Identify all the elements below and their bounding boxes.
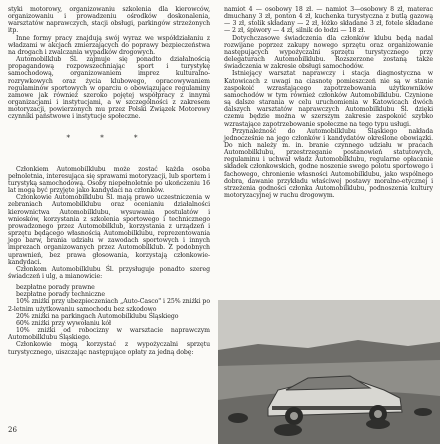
benefit-item: bezpłatne porady prawne (16, 284, 95, 292)
left-paragraph-2: Inne formy pracy znajdują swój wyraz we współdziałaniu z władzami w akcjach zmierzających do poprawy bezpieczeństwa na drogach i zwalczania wypadków drogowych. (8, 34, 210, 56)
left-paragraph-1: styki motorowy, organizowaniu szkolenia dla kierowców, organizowaniu i prowadzeniu ośrodków doskonalenia, warsztatów naprawczych, stacji obsługi, parkingów strzeżonych itp. (8, 6, 210, 35)
right-paragraph-3: Istniejący warsztat naprawczy i stacja diagnostyczna w Katowicach z uwagi na ciasnotę pomieszczeń nie są w stanie zaspokoić wzrastającego zapotrzebowania użytkowników samochodów w tym również członków Automobilklubu. Czynione są dalsze starania w celu uruchomienia w Katowicach dwóch dalszych warsztatów naprawczych Automobilklubu Śl. dzięki czemu będzie można w szerszym zakresie zaspokoić szybko wzrastające zapotrzebowanie społeczne na tego typu usługi. (224, 70, 433, 128)
benefit-item: bezpłatne porady techniczne (16, 291, 105, 299)
left-paragraph-3: Automobilklub Śl. zajmuje się ponadto działalnością propagandową rozpowszechniając sport i turystykę samochodową, organizowaniem imprez kulturalno-rozrywkowych oraz życia klubowego, opracowywaniem regulaminów sportowych w oparciu o obowiązujące regulaminy zamowe jak również szeroko pojętej współpracy z innymi organizacjami i instytucjami, a w szczególności z zakresem motoryzacji, powierzonych mu przez Polski Związek Motorowy czynniki państwowe i instytucje społeczne. (8, 56, 210, 121)
benefit-item: 10% zniżki od robocizny w warsztacie naprawczym Automobilklubu Śląskiego. (8, 327, 210, 342)
right-paragraph-1: namiot 4 — osobowy 18 zł. — namiot 3—osobowy 8 zł, materac dmuchany 3 zł, ponton 4 zł, kuchenka turystyczna z butlą gazową — 3 zł, stolik składany — 2 zł, łóżko składane 3 zł, fotele składane — 2 zł, śpiwory — 4 zł, silnik do łodzi — 18 zł. (224, 6, 433, 35)
car-photo-illustration (218, 300, 440, 444)
left-column (8, 6, 210, 356)
right-paragraph-2: Dotychczasowe świadczenia dla członków klubu będą nadal rozwijane poprzez zakupy nowego sprzętu oraz organizowanie następujących wypożyczalni sprzętu turystycznego przy delegaturach Automobilklubu. Rozszerzone zostaną także świadczenia w zakresie obsługi samochodów. (224, 34, 433, 71)
section-separator: * * * (66, 133, 152, 142)
benefit-item: 20% zniżki na parkingach Automobilklubu Śląskiego (16, 312, 179, 320)
right-paragraph-4: Przynależność do Automobilklubu Śląskiego nakłada jednocześnie na jego członków i kandydatów określone obowiązki. Do nich należy m. in. branie czynnego udziału w pracach Automobilklubu, przestrzeganie postanowień statutowych, regulaminu i uchwał władz Automobilklubu, regularne opłacanie składek członkowskich, godne noszenie swego polotu sportowego i fachowego, chronienie własności Automobilklubu, jako wspólnego dobra, dawanie przykładu właściwej postawy moralno-etycznej i strzeżenia godności członka Automobilklubu, podnoszenia kultury motoryzacyjnej w ruchu drogowym. (224, 127, 433, 200)
benefit-item: 60% zniżki przy wywołaniu kół (16, 319, 111, 327)
left-paragraph-4: Członkiem Automobilklubu może zostać każda osoba pełnoletnia, interesująca się sprawami motoryzacji, lub sportem i turystyką samochodową. Osoby niepełnoletnie po ukończeniu 16 lat mogą być przyjęte jako kandydaci na członków. (8, 165, 210, 195)
benefit-item: 10% zniżki przy ubezpieczeniach „Auto-Casco" i 25% zniżki po 2-letnim użytkowaniu samochodu bez szkodowo (8, 298, 210, 313)
left-paragraph-6: Członkom Automobilklubu Śl. przysługuje ponadto szereg świadczeń i ulg, a mianowicie: (8, 265, 210, 280)
car-photo-icon (218, 300, 440, 444)
right-column (224, 6, 433, 199)
page-number: 26 (8, 426, 17, 434)
left-paragraph-5: Członkowie Automobilklubu Śl. mają prawo uczestniczenia w zebraniach Automobilklubu oraz ocenianiu działalności kierownictwa Automobilklubu, wysuwania postulatów i wniosków, korzystania z szkolenia sportowego i technicznego prowadzonego przez Automobilklub, korzystania z urządzeń i sprzętu będącego własnością Automobilklubu, reprezentowania jego barw, brania udziału w zawodach sportowych i innych imprezach organizowanych przez Automobilklub. Z podobnych uprawnień, bez prawa głosowania, korzystają członkowie-kandydaci. (8, 194, 210, 266)
left-paragraph-7: Członkowie mogą korzystać z wypożyczalni sprzętu turystycznego, uiszczając następujące opłaty za jedną dobę: (8, 341, 210, 356)
